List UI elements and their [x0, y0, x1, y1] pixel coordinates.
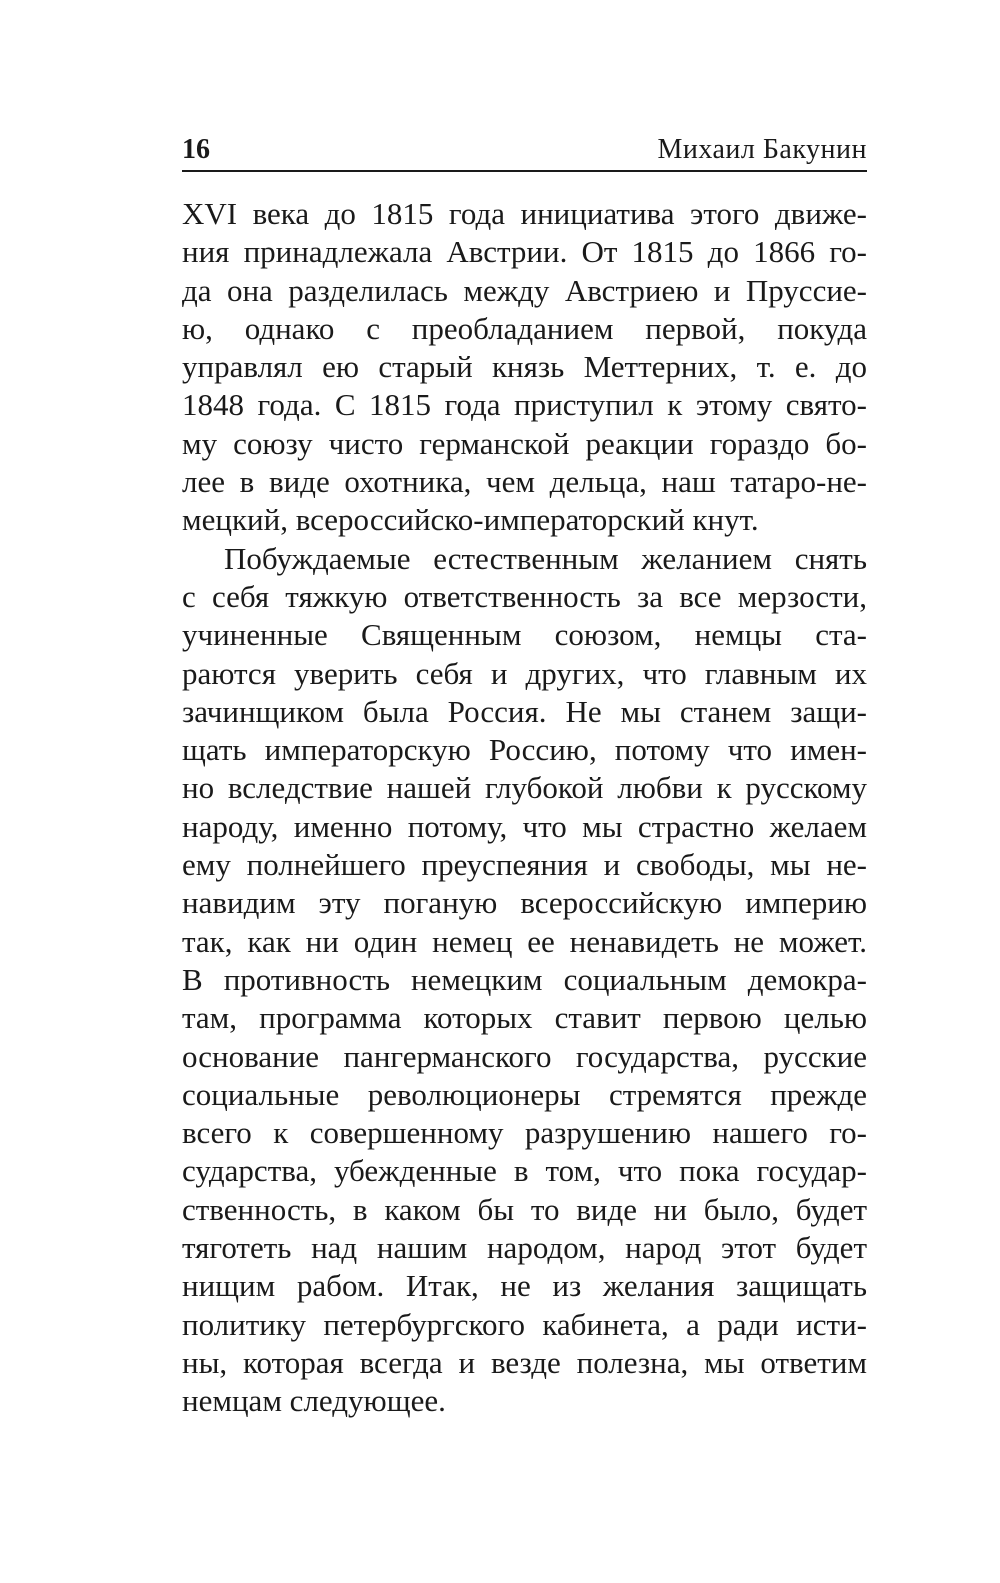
text-line: мецкий, всероссийско-императорский кнут.: [182, 502, 759, 538]
text-line: ственность, в каком бы то виде ни было, будет: [182, 1191, 867, 1227]
text-line: политику петербургского кабинета, а ради исти-: [182, 1306, 867, 1342]
text-line: раются уверить себя и других, что главным их: [182, 655, 867, 691]
page-header: [182, 132, 867, 172]
text-line: да она разделилась между Австриею и Пруссие-: [182, 272, 867, 308]
text-line: ю, однако с преобладанием первой, покуда: [182, 310, 867, 346]
text-line: щать императорскую Россию, потому что имен-: [182, 732, 867, 768]
text-line: управлял ею старый князь Меттерних, т. е. до: [182, 349, 867, 385]
text-line: ния принадлежала Австрии. От 1815 до 1866 го-: [182, 234, 867, 270]
page-number: 16: [182, 134, 210, 165]
text-line: тяготеть над нашим народом, народ этот будет: [182, 1230, 867, 1266]
text-line: зачинщиком была Россия. Не мы станем защи-: [182, 693, 867, 729]
text-line: нищим рабом. Итак, не из желания защищать: [182, 1268, 867, 1304]
text-line: учиненные Священным союзом, немцы ста-: [182, 617, 867, 653]
text-line: му союзу чисто германской реакции гораздо бо-: [182, 425, 867, 461]
text-line: 1848 года. С 1815 года приступил к этому свято-: [182, 387, 867, 423]
text-line: социальные революционеры стремятся прежде: [182, 1076, 867, 1112]
text-line: навидим эту поганую всероссийскую империю: [182, 885, 867, 921]
running-head: Михаил Бакунин: [657, 134, 867, 165]
text-line: так, как ни один немец ее ненавидеть не может.: [182, 923, 867, 959]
text-line: но вследствие нашей глубокой любви к русскому: [182, 770, 867, 806]
text-line: сударства, убежденные в том, что пока государ-: [182, 1153, 867, 1189]
text-line: основание пангерманского государства, русские: [182, 1038, 867, 1074]
paragraph: [182, 195, 867, 540]
text-line: народу, именно потому, что мы страстно желаем: [182, 808, 867, 844]
text-line: XVI века до 1815 года инициатива этого движе-: [182, 196, 867, 231]
text-line: всего к совершенному разрушению нашего го-: [182, 1115, 867, 1151]
text-line: немцам следующее.: [182, 1383, 446, 1419]
text-line: лее в виде охотника, чем дельца, наш татаро-не-: [182, 464, 867, 500]
text-line: с себя тяжкую ответственность за все мерзости,: [182, 578, 867, 614]
text-line: ны, которая всегда и везде полезна, мы ответим: [182, 1344, 867, 1380]
text-line: там, программа которых ставит первою целью: [182, 1000, 867, 1036]
text-line: Побуждаемые естественным желанием снять: [224, 540, 867, 576]
text-line: ему полнейшего преуспеяния и свободы, мы не-: [182, 847, 867, 883]
text-line: В противность немецким социальным демокра-: [182, 961, 867, 997]
paragraph: [182, 540, 867, 1421]
body-text: [182, 195, 867, 1421]
